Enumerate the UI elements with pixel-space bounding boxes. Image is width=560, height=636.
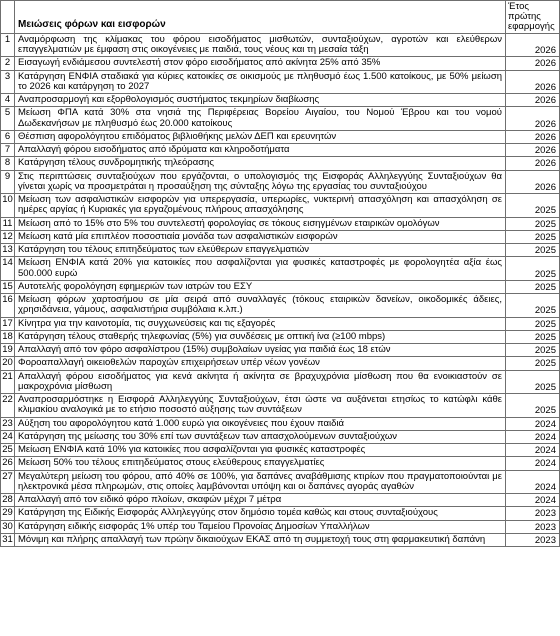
- first-year: 2024: [506, 470, 560, 494]
- table-row: [1, 257, 560, 281]
- first-year: 2023: [506, 520, 560, 533]
- table-row: [1, 357, 560, 370]
- first-year: 2025: [506, 280, 560, 293]
- header-number-cell: [1, 1, 15, 34]
- row-number: 3: [1, 70, 15, 94]
- row-number: 22: [1, 394, 15, 418]
- row-number: 28: [2, 494, 13, 506]
- table-row: [1, 57, 560, 70]
- measure-description: Εισαγωγή ενδιάμεσου συντελεστή στον φόρο εισοδήματος από ακίνητα 25% από 35%: [15, 57, 506, 70]
- table-row: [1, 533, 560, 546]
- measure-description: Μείωση των ασφαλιστικών εισφορών για υπερεργασία, υπερωρίες, νυκτερινή απασχόληση και απασχόληση σε ημέρες αργίας ή Κυριακές για εργαζομένους πλήρους απασχόλησης: [15, 194, 506, 218]
- first-year: 2025: [506, 357, 560, 370]
- table-row: [1, 280, 560, 293]
- table-row: [1, 394, 560, 418]
- row-number: 16: [1, 294, 15, 318]
- measure-description: Φοροαπαλλαγή οικειοθελών παροχών επιχειρήσεων υπέρ νέων γονέων: [15, 357, 506, 370]
- measure-description: Κατάργηση τέλους συνδρομητικής τηλεόρασης: [15, 157, 506, 170]
- measure-description: Μείωση από το 15% στο 5% του συντελεστή φορολογίας σε τόκους εισηγμένων εταιρικών ομολόγων: [15, 217, 506, 230]
- table-row: [1, 107, 560, 131]
- measure-description: Μείωση ΕΝΦΙΑ κατά 10% για κατοικίες που ασφαλίζονται για φυσικές καταστροφές: [15, 444, 506, 457]
- table-row: [1, 130, 560, 143]
- measure-description: Απαλλαγή από τον ειδικό φόρο πλοίων, σκαφών μέχρι 7 μέτρα: [15, 494, 506, 507]
- row-number: 13: [2, 244, 13, 256]
- row-number: 5: [1, 107, 15, 131]
- table-row: [1, 230, 560, 243]
- row-number: 12: [2, 230, 13, 242]
- measure-description: Απαλλαγή φόρου εισοδήματος από ιδρύματα και κληροδοτήματα: [15, 144, 506, 157]
- first-year: 2023: [506, 533, 560, 546]
- row-number: 10: [1, 194, 15, 218]
- table-row: [1, 317, 560, 330]
- first-year: 2024: [506, 417, 560, 430]
- first-year: 2023: [506, 507, 560, 520]
- table-row: [1, 430, 560, 443]
- row-number: 11: [1, 217, 15, 230]
- row-number: 17: [2, 317, 13, 329]
- table-row: [1, 144, 560, 157]
- measure-description: Κατάργηση ειδικής εισφοράς 1% υπέρ του Ταμείου Προνοίας Δημοσίων Υπαλλήλων: [15, 520, 506, 533]
- measure-description: Μείωση 50% του τέλους επιτηδεύματος στους ελεύθερους επαγγελματίες: [15, 457, 506, 470]
- table-row: [1, 520, 560, 533]
- table-title: Μειώσεις φόρων και εισφορών: [15, 1, 506, 34]
- first-year: 2025: [506, 294, 560, 318]
- row-number: 31: [2, 533, 13, 545]
- table-row: [1, 457, 560, 470]
- table-row: [1, 170, 560, 194]
- row-number: 2: [1, 57, 15, 70]
- table-row: [1, 217, 560, 230]
- table-row: [1, 194, 560, 218]
- first-year: 2026: [506, 70, 560, 94]
- measure-description: Κατάργηση του τέλους επιτηδεύματος των ελεύθερων επαγγελματιών: [15, 244, 506, 257]
- first-year: 2025: [506, 344, 560, 357]
- first-year: 2024: [506, 457, 560, 470]
- table-row: [1, 294, 560, 318]
- measure-description: Μείωση φόρων χαρτοσήμου σε μία σειρά από συναλλαγές (τόκους εταιρικών δανείων, οικοδομικές άδειες, χρησιδάνεια, γάμους, ασφαλιστήρια συμβόλαια κ.λπ.): [15, 294, 506, 318]
- table-row: [1, 70, 560, 94]
- row-number: 6: [1, 130, 15, 143]
- first-year: 2025: [506, 317, 560, 330]
- table-row: [1, 417, 560, 430]
- table-header-row: [1, 1, 560, 34]
- table-row: [1, 507, 560, 520]
- table-row: [1, 344, 560, 357]
- row-number: 1: [1, 33, 15, 57]
- row-number: 14: [1, 257, 15, 281]
- row-number: 18: [2, 330, 13, 342]
- first-year: 2025: [506, 394, 560, 418]
- measure-description: Απαλλαγή φόρου εισοδήματος για κενά ακίνητα ή ακίνητα σε βραχυχρόνια μίσθωση που θα ενοικιαστούν σε μακροχρόνια μίσθωση: [15, 370, 506, 394]
- measure-description: Μόνιμη και πλήρης απαλλαγή των πρώην δικαιούχων ΕΚΑΣ από τη συμμετοχή τους στη φαρμακευτική δαπάνη: [15, 533, 506, 546]
- table-row: [1, 33, 560, 57]
- first-year: 2025: [506, 370, 560, 394]
- table-row: [1, 157, 560, 170]
- first-year: 2026: [506, 107, 560, 131]
- measure-description: Κατάργηση της Ειδικής Εισφοράς Αλληλεγγύης στον δημόσιο τομέα καθώς και στους συνταξιούχους: [15, 507, 506, 520]
- first-year: 2026: [506, 144, 560, 157]
- row-number: 26: [2, 457, 13, 469]
- row-number: 27: [1, 470, 15, 494]
- row-number: 7: [1, 144, 15, 157]
- measure-description: Αναπροσαρμογή και εξορθολογισμός συστήματος τεκμηρίων διαβίωσης: [15, 94, 506, 107]
- first-year: 2024: [506, 430, 560, 443]
- row-number: 25: [2, 444, 13, 456]
- first-year: 2026: [506, 157, 560, 170]
- row-number: 21: [1, 370, 15, 394]
- row-number: 23: [2, 417, 13, 429]
- table-row: [1, 94, 560, 107]
- measure-description: Στις περιπτώσεις συνταξιούχων που εργάζονται, ο υπολογισμός της Εισφοράς Αλληλεγγύης Συνταξιούχων θα γίνεται χωρίς να προσμετράται η προσαύξηση της σύνταξης λόγω της εργασίας του συνταξιούχου: [15, 170, 506, 194]
- measure-description: Κατάργηση ΕΝΦΙΑ σταδιακά για κύριες κατοικίες σε οικισμούς με πληθυσμό έως 1.500 κατοίκους, με 50% μείωση το 2026 και κατάργηση το 2027: [15, 70, 506, 94]
- first-year: 2024: [506, 494, 560, 507]
- year-column-header: Έτος πρώτης εφαρμογής: [506, 1, 560, 34]
- row-number: 30: [2, 520, 13, 532]
- measure-description: Κατάργηση της μείωσης του 30% επί των συντάξεων των απασχολούμενων συνταξιούχων: [15, 430, 506, 443]
- first-year: 2026: [506, 130, 560, 143]
- first-year: 2026: [506, 33, 560, 57]
- first-year: 2025: [506, 217, 560, 230]
- row-number: 8: [1, 157, 15, 170]
- table-row: [1, 470, 560, 494]
- first-year: 2025: [506, 230, 560, 243]
- table-row: [1, 494, 560, 507]
- row-number: 24: [2, 430, 13, 442]
- row-number: 4: [1, 94, 15, 107]
- measure-description: Μείωση κατά μία επιπλέον ποσοστιαία μονάδα των ασφαλιστικών εισφορών: [15, 230, 506, 243]
- measure-description: Μείωση ΕΝΦΙΑ κατά 20% για κατοικίες που ασφαλίζονται για φυσικές καταστροφές με φορολογητέα αξία έως 500.000 ευρώ: [15, 257, 506, 281]
- table-row: [1, 244, 560, 257]
- measure-description: Κίνητρα για την καινοτομία, τις συγχωνεύσεις και τις εξαγορές: [15, 317, 506, 330]
- measure-description: Θέσπιση αφορολόγητου επιδόματος βιβλιοθήκης μελών ΔΕΠ και ερευνητών: [15, 130, 506, 143]
- first-year: 2025: [506, 244, 560, 257]
- first-year: 2026: [506, 94, 560, 107]
- table-row: [1, 370, 560, 394]
- row-number: 20: [2, 357, 13, 369]
- measure-description: Αναπροσαρμόστηκε η Εισφορά Αλληλεγγύης Συνταξιούχων, έτσι ώστε να αυξάνεται ετησίως το κατώφλι κάθε κλιμακίου αναλογικά με το ετήσιο ποσοστό αύξησης των συντάξεων: [15, 394, 506, 418]
- first-year: 2025: [506, 330, 560, 343]
- row-number: 15: [2, 280, 13, 292]
- table-row: [1, 444, 560, 457]
- row-number: 19: [2, 344, 13, 356]
- measure-description: Αναμόρφωση της κλίμακας του φόρου εισοδήματος μισθωτών, συνταξιούχων, αγροτών και ελεύθερων επαγγελματιών με έμφαση στις οικογένειες με παιδιά, τους νέους και τη μεσαία τάξη: [15, 33, 506, 57]
- measure-description: Αυτοτελής φορολόγηση εφημεριών των ιατρών του ΕΣΥ: [15, 280, 506, 293]
- first-year: 2026: [506, 170, 560, 194]
- measure-description: Κατάργηση τέλους σταθερής τηλεφωνίας (5%) για συνδέσεις με οπτική ίνα (≥100 mbps): [15, 330, 506, 343]
- first-year: 2026: [506, 57, 560, 70]
- measure-description: Αύξηση του αφορολόγητου κατά 1.000 ευρώ για οικογένειες που έχουν παιδιά: [15, 417, 506, 430]
- first-year: 2025: [506, 194, 560, 218]
- first-year: 2025: [506, 257, 560, 281]
- first-year: 2024: [506, 444, 560, 457]
- measure-description: Απαλλαγή από τον φόρο ασφαλίστρου (15%) συμβολαίων υγείας για παιδιά έως 18 ετών: [15, 344, 506, 357]
- measure-description: Μεγαλύτερη μείωση του φόρου, από 40% σε 100%, για δαπάνες αναβάθμισης κτιρίων που πραγματοποιούνται με ηλεκτρονικά μέσα πληρωμών, στις οποίες λαμβάνονται υπόψη και οι δαπάνες αγοράς αγαθών: [15, 470, 506, 494]
- table-row: [1, 330, 560, 343]
- row-number: 29: [2, 507, 13, 519]
- row-number: 9: [1, 170, 15, 194]
- measure-description: Μείωση ΦΠΑ κατά 30% στα νησιά της Περιφέρειας Βορείου Αιγαίου, του Νομού Έβρου και του νομού Δωδεκανήσων με πληθυσμό έως 20.000 κατοίκους: [15, 107, 506, 131]
